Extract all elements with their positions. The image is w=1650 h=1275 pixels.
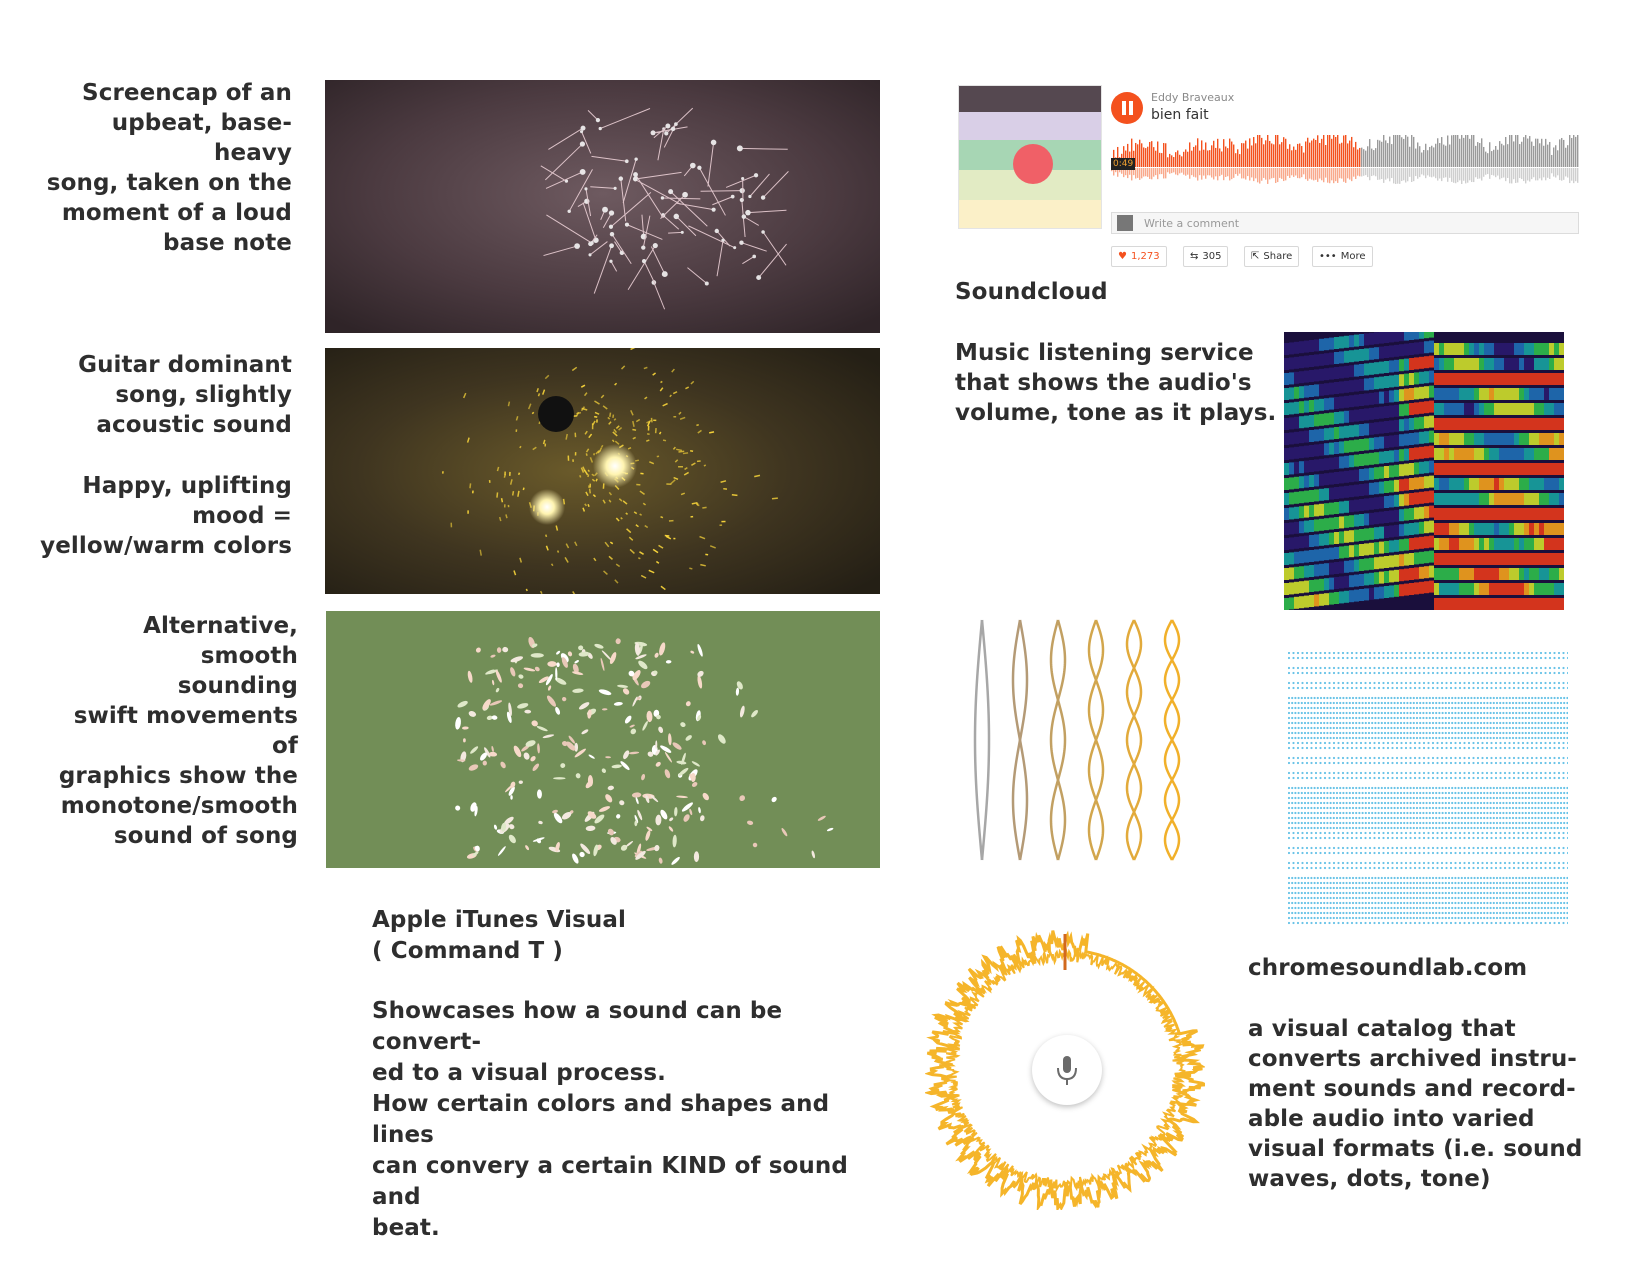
itunes-visual-guitar-image [325, 348, 880, 594]
repost-button[interactable] [1183, 246, 1228, 267]
caption-happy-mood: Happy, uplifting mood = yellow/warm colors [40, 473, 292, 559]
share-label: Share [1263, 251, 1293, 262]
microphone-icon [1032, 1035, 1102, 1105]
pause-icon[interactable] [1111, 92, 1143, 124]
soundcloud-description: Music listening service that shows the audio's volume, tone as it plays. [955, 340, 1277, 426]
soundcloud-time: 0:49 [1113, 159, 1134, 169]
dot-grid-image [1288, 652, 1568, 927]
like-button[interactable] [1111, 246, 1167, 267]
itunes-description: Showcases how a sound can be convert- ed to a visual process. How certain colors and shapes and lines can convery a certain KIND of sound and beat. [372, 998, 848, 1241]
itunes-visual-upbeat-image [325, 80, 880, 333]
repost-icon: ⇆ [1190, 251, 1199, 262]
avatar [1117, 215, 1133, 231]
chromesoundlab-description: a visual catalog that converts archived instru- ment sounds and record- able audio into varied visual formats (i.e. sound waves, dots, tone) [1248, 1016, 1583, 1192]
soundcloud-title: Soundcloud [955, 279, 1108, 305]
caption-swift-movements: swift movements of graphics show the monotone/smooth sound of song [58, 703, 298, 849]
soundcloud-track-title[interactable]: bien fait [1151, 107, 1209, 123]
itunes-title: Apple iTunes Visual ( Command T ) [372, 907, 626, 964]
dots-icon: ••• [1319, 251, 1337, 262]
share-button[interactable] [1244, 246, 1299, 267]
more-button[interactable] [1312, 246, 1373, 267]
spectrogram-image [1284, 332, 1564, 610]
repost-count: 305 [1202, 251, 1222, 262]
soundcloud-artist[interactable]: Eddy Braveaux [1151, 91, 1235, 104]
sound-waves-image [970, 615, 1200, 865]
comment-input[interactable]: Write a comment [1111, 212, 1579, 234]
soundcloud-waveform[interactable] [1111, 135, 1579, 190]
more-label: More [1340, 251, 1366, 262]
soundcloud-artwork [958, 85, 1102, 229]
caption-alternative-song: Alternative, smooth sounding [143, 613, 298, 699]
itunes-visual-smooth-image [326, 611, 880, 868]
microphone-button[interactable] [1032, 1035, 1102, 1105]
like-count: 1,273 [1130, 251, 1160, 262]
caption-guitar-song: Guitar dominant song, slightly acoustic sound [78, 352, 292, 438]
share-icon: ⇱ [1251, 251, 1260, 262]
heart-icon: ♥ [1118, 251, 1127, 262]
caption-upbeat-song: Screencap of an upbeat, base-heavy song, taken on the moment of a loud base note [46, 80, 292, 256]
chromesoundlab-title: chromesoundlab.com [1248, 955, 1528, 981]
